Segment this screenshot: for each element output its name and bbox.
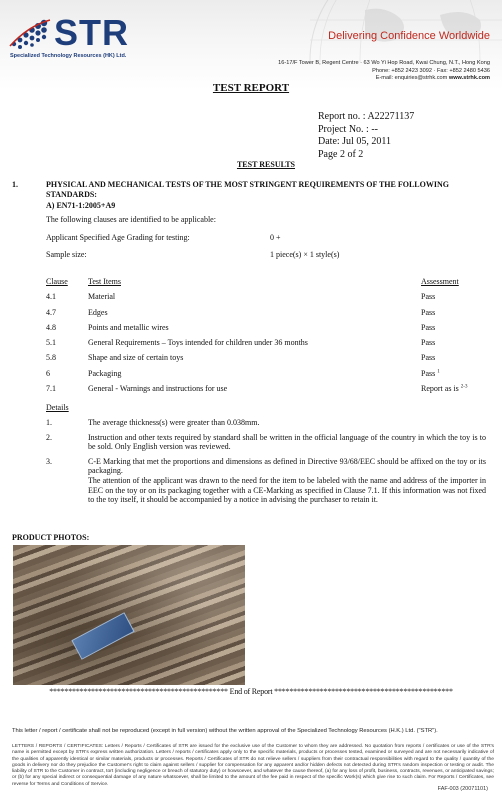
section-standard: A) EN71-1:2005+A9 bbox=[46, 201, 116, 210]
footnote-ref: 2-3 bbox=[460, 384, 468, 390]
address-line-2: Phone: +852 2423 3092 · Fax: +852 2480 5436 bbox=[372, 67, 490, 74]
legal-terms: LETTERS / REPORTS / CERTIFICATES: Letters / Reports / Certificates of STR are issued for the exclusive use of the Customer to whom they are addressed. No quotation from reports / certificates or use of the STR's name is permitted except by STR's express written authorization. Letters / reports / certificates apply only to the specific materials, products or processes tested, examined or surveyed and are not necessarily indicative of the qualities of apparently identical or similar materials, products or processes. Reports / Certificates of STR do not relieve sellers / suppliers from their contractual responsibilities with regard to the quality / quantity of the goods in delivery nor do they prejudice the Customer's right to claim against sellers / supplier for compensation for any apparent and/or hidden defects not detected during STR's random inspection or testing or audit. The liability of STR to the Customer in contract, tort (including negligence or breach of statutory duty) or howsoever, and whatever the cause thereof, (a) for any loss of profit, business, contracts, revenues, or anticipated savings; or (b) for any special indirect or consequential damage of any nature whatsoever, shall be limited to the amount of the fee paid in respect of the specific Work(s) which give rise to such claim. For Reports / Certificates, see reverse for Terms and Conditions of Service. bbox=[12, 744, 494, 787]
section-heading: PHYSICAL AND MECHANICAL TESTS OF THE MOST STRINGENT REQUIREMENTS OF THE FOLLOWING STANDARDS: bbox=[46, 180, 449, 199]
detail-text: The average thickness(s) were greater than 0.038mm. bbox=[88, 418, 260, 427]
company-address bbox=[250, 60, 490, 83]
document-title: TEST REPORT bbox=[212, 82, 290, 94]
clause-table-header bbox=[46, 277, 486, 292]
form-code: FAF-003 (20071101) bbox=[437, 786, 488, 792]
list-item bbox=[46, 457, 486, 476]
detail-text: C-E Marking that met the proportions and dimensions as defined in Directive 93/68/EEC should be affixed on the toy or its packaging. bbox=[88, 456, 486, 476]
age-grading-label: Applicant Specified Age Grading for testing: bbox=[46, 233, 190, 242]
product-photo bbox=[13, 545, 245, 685]
letterhead bbox=[0, 0, 502, 90]
logo-wordmark: STR bbox=[54, 12, 129, 53]
end-of-report: *********************************************** End of Report *********************************************** bbox=[49, 687, 453, 696]
details-title: Details bbox=[46, 403, 69, 412]
footnote-ref: 1 bbox=[437, 369, 440, 375]
test-item: Edges bbox=[88, 307, 108, 317]
detail-text: The attention of the applicant was drawn to the need for the item to be labeled with the name and address of the importer in EEC on the toy or on its packaging together with a CE-Marking as specified in Clause 7.1. If this information was not fixed to the toy itself, it should be accompanied by a notice in advising the purchaser to retain it. bbox=[88, 475, 486, 505]
clause-number: 5.8 bbox=[46, 353, 56, 363]
detail-number: 3. bbox=[46, 456, 52, 466]
clause-number: 4.1 bbox=[46, 292, 56, 302]
results-title: TEST RESULTS bbox=[236, 160, 296, 169]
contact-email: E-mail: enquiries@strhk.com bbox=[375, 75, 448, 82]
test-item: Shape and size of certain toys bbox=[88, 353, 184, 363]
str-logo bbox=[8, 14, 268, 54]
header-assessment: Assessment bbox=[421, 277, 459, 286]
table-row bbox=[46, 323, 486, 338]
page-indicator: Page 2 of 2 bbox=[318, 148, 364, 160]
clause-number: 7.1 bbox=[46, 384, 56, 394]
test-item: Material bbox=[88, 292, 116, 302]
fur-texture bbox=[13, 545, 245, 685]
test-item: Points and metallic wires bbox=[88, 322, 169, 332]
assessment: Pass bbox=[421, 338, 436, 348]
reproduction-notice: This letter / report / certificate shall not be reproduced (except in full version) without the written approval of the Specialized Technology Resources (H.K.) Ltd. ("STR"). bbox=[12, 728, 438, 734]
str-logo-mark-icon bbox=[8, 16, 52, 52]
test-item: General - Warnings and instructions for use bbox=[88, 384, 228, 394]
details-list bbox=[46, 418, 486, 510]
header-test-items: Test Items bbox=[88, 277, 121, 286]
report-date: Date: Jul 05, 2011 bbox=[318, 136, 391, 147]
project-number: Project No. : -- bbox=[318, 123, 378, 135]
report-number: Report no. : A22271137 bbox=[318, 111, 415, 122]
report-meta bbox=[318, 111, 414, 161]
table-row bbox=[46, 369, 486, 384]
table-row bbox=[46, 353, 486, 368]
assessment: Pass $^1$ bbox=[421, 368, 440, 378]
list-item bbox=[46, 418, 486, 428]
product-photos-title: PRODUCT PHOTOS: bbox=[12, 533, 90, 542]
tagline: Delivering Confidence Worldwide bbox=[328, 30, 490, 42]
assessment: Pass bbox=[421, 322, 436, 332]
table-row bbox=[46, 308, 486, 323]
clause-number: 5.1 bbox=[46, 338, 56, 348]
assessment: Pass bbox=[421, 307, 436, 317]
age-grading-value: 0 + bbox=[270, 233, 281, 242]
table-row bbox=[46, 292, 486, 307]
detail-text: Instruction and other texts required by standard shall be written in the official language of the country in which the toy is to be sold. Only English version was reviewed. bbox=[88, 432, 486, 452]
header-clause: Clause bbox=[46, 277, 68, 286]
section-number: 1. bbox=[12, 180, 18, 189]
sample-size-label: Sample size: bbox=[46, 250, 87, 259]
section-intro: The following clauses are identified to be applicable: bbox=[46, 215, 216, 224]
clause-number: 4.7 bbox=[46, 307, 56, 317]
table-row bbox=[46, 384, 486, 399]
assessment: Report as is $^{2-3}$ bbox=[421, 384, 468, 394]
assessment: Pass bbox=[421, 353, 436, 363]
assessment: Pass bbox=[421, 292, 436, 302]
detail-number: 1. bbox=[46, 418, 52, 427]
list-item bbox=[46, 476, 486, 505]
clause-number: 6 bbox=[46, 368, 50, 378]
list-item bbox=[46, 433, 486, 452]
detail-number: 2. bbox=[46, 432, 52, 442]
test-item: General Requirements – Toys intended for children under 36 months bbox=[88, 338, 308, 348]
clause-number: 4.8 bbox=[46, 322, 56, 332]
table-row bbox=[46, 338, 486, 353]
logo-subtitle: Specialized Technology Resources (HK) Ltd. bbox=[10, 53, 127, 59]
address-line-1: 16-17/F Tower B, Regent Centre · 63 Wo Yi Hop Road, Kwai Chung, N.T., Hong Kong bbox=[278, 60, 490, 66]
contact-web: www.strhk.com bbox=[448, 75, 490, 82]
clause-table bbox=[46, 277, 486, 399]
sample-size-value: 1 piece(s) × 1 style(s) bbox=[270, 250, 340, 259]
test-item: Packaging bbox=[88, 368, 122, 378]
